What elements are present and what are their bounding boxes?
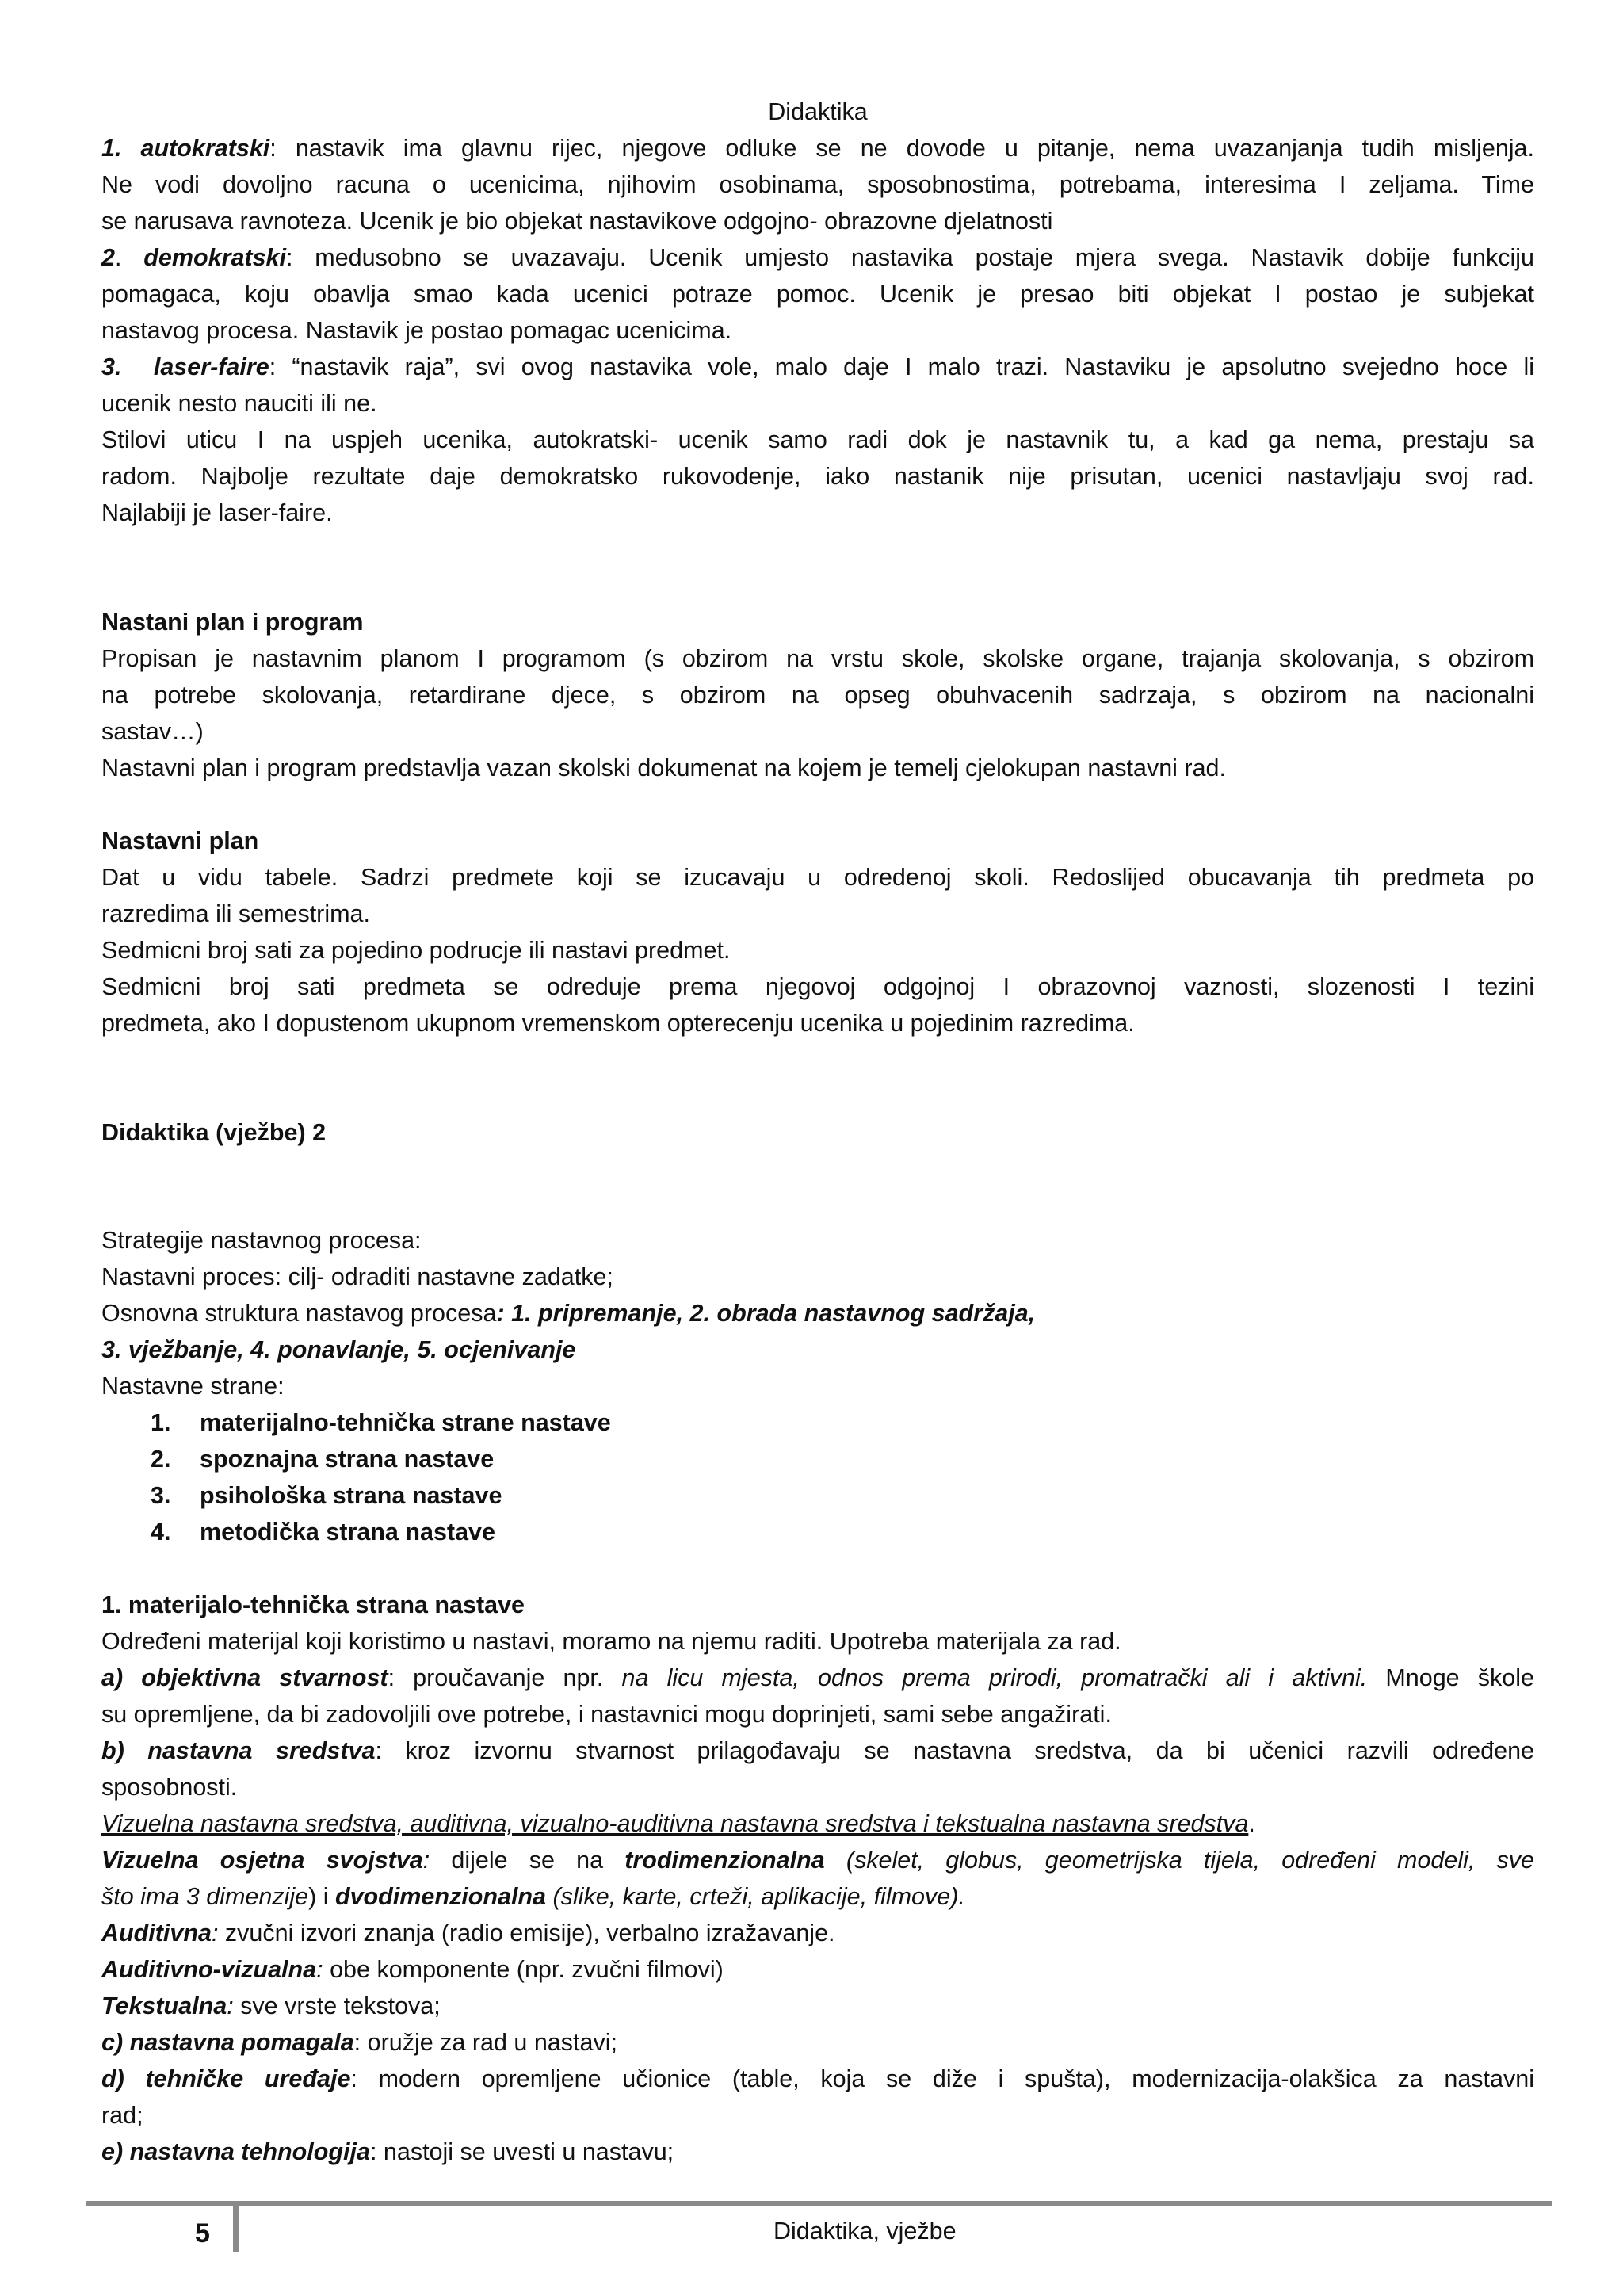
style-autokratski-line-1: 1. autokratski: nastavik ima glavnu rijec, njegove odluke se ne dovode u pitanje, nema uvazanjanja tudih misljenja. [101,135,1534,162]
footer-title: Didaktika, vježbe [773,2218,957,2244]
materijalno-d-line-2: rad; [101,2102,143,2129]
style-demokratski-line-3: nastavog procesa. Nastavik je postao pomagac ucenicima. [101,317,732,344]
materijalno-a-line-2: su opremljene, da bi zadovoljili ove potrebe, i nastavnici mogu doprinjeti, sami sebe angažirati. [101,1701,1112,1728]
materijalno-b-line-2: sposobnosti. [101,1774,238,1801]
footer-rule [86,2201,1552,2206]
vizuelna-line-2: što ima 3 dimenzije) i dvodimenzionalna (slike, karte, crteži, aplikacije, filmove). [101,1883,965,1910]
nastavni-plan-heading: Nastavni plan [101,827,259,854]
materijalno-heading: 1. materijalo-tehnička strana nastave [101,1591,525,1618]
page-content [101,94,1534,2170]
materijalno-underline: Vizuelna nastavna sredstva, auditivna, vizualno-auditivna nastavna sredstva i tekstualna nastavna sredstva. [101,1810,1255,1837]
materijalno-d-line-1: d) tehničke uređaje: modern opremljene učionice (table, koja se diže i spušta), modernizacija-olakšica za nastavni [101,2065,1534,2092]
materijalno-a-line-1: a) objektivna stvarnost: proučavanje npr. na licu mjesta, odnos prema prirodi, promatrački ali i aktivni. Mnoge škole [101,1664,1534,1691]
plan-program-line-4: Nastavni plan i program predstavlja vazan skolski dokumenat na kojem je temelj cjelokupan nastavni rad. [101,755,1226,781]
materijalno-intro: Određeni materijal koji koristimo u nastavi, moramo na njemu raditi. Upotreba materijala za rad. [101,1628,1121,1655]
materijalno-e-line: e) nastavna tehnologija: nastoji se uvesti u nastavu; [101,2138,674,2165]
strane-label: Nastavne strane: [101,1373,285,1400]
auditivna-line: Auditivna: zvučni izvori znanja (radio emisije), verbalno izražavanje. [101,1920,835,1946]
materijalno-c-line: c) nastavna pomagala: oružje za rad u nastavi; [101,2029,617,2056]
plan-program-heading: Nastani plan i program [101,609,364,636]
plan-program-line-3: sastav…) [101,718,204,745]
plan-program-line-2: na potrebe skolovanja, retardirane djece, s obzirom na opseg obuhvacenih sadrzaja, s obzirom na nacionalni [101,682,1534,709]
list-item: 1. materijalno-tehnička strane nastave [151,1409,611,1436]
style-demokratski-line-1: 2. demokratski: medusobno se uvazavaju. Ucenik umjesto nastavika postaje mjera svega. Nastavik dobije funkciju [101,244,1534,271]
nastavni-plan-line-3: Sedmicni broj sati za pojedino podrucje ili nastavi predmet. [101,937,731,964]
list-item: 2. spoznajna strana nastave [151,1446,495,1473]
footer-divider [233,2206,239,2252]
page-header: Didaktika [768,98,868,125]
style-autokratski-line-3: se narusava ravnoteza. Ucenik je bio objekat nastavikove odgojno- obrazovne djelatnosti [101,208,1053,235]
nastavni-plan-line-2: razredima ili semestrima. [101,900,370,927]
struktura-line-1: Osnovna struktura nastavog procesa: 1. pripremanje, 2. obrada nastavnog sadržaja, [101,1300,1036,1327]
vizuelna-line-1: Vizuelna osjetna svojstva: dijele se na trodimenzionalna (skelet, globus, geometrijska tijela, određeni modeli, sve [101,1847,1534,1874]
materijalno-b-line-1: b) nastavna sredstva: kroz izvornu stvarnost prilagođavaju se nastavna sredstva, da bi učenici razvili određene [101,1737,1535,1764]
nastavni-plan-line-1: Dat u vidu tabele. Sadrzi predmete koji se izucavaju u odredenoj skoli. Redoslijed obucavanja tih predmeta po [101,864,1534,891]
nastavni-plan-line-4: Sedmicni broj sati predmeta se odreduje prema njegovoj odgojnoj I obrazovnoj vaznosti, slozenosti I tezini [101,973,1534,1000]
style-demokratski-line-2: pomagaca, koju obavlja smao kada ucenici potraze pomoc. Ucenik je presao biti objekat I postao je subjekat [101,281,1534,308]
strane-list [101,1404,1534,1550]
list-item: 3. psihološka strana nastave [151,1482,502,1509]
strategije-line: Strategije nastavnog procesa: [101,1227,422,1254]
plan-program-line-1: Propisan je nastavnim planom I programom (s obzirom na vrstu skole, skolske organe, trajanja skolovanja, s obzirom [101,645,1534,672]
page-number: 5 [195,2218,210,2248]
style-laser-line-1: 3. laser-faire: “nastavik raja”, svi ovog nastavika vole, malo daje I malo trazi. Nastaviku je apsolutno svejedno hoce li [101,353,1534,380]
style-autokratski-line-2: Ne vodi dovoljno racuna o ucenicima, njihovim osobinama, sposobnostima, potrebama, interesima I zeljama. Time [101,171,1534,198]
auditivno-vizualna-line: Auditivno-vizualna: obe komponente (npr. zvučni filmovi) [101,1956,724,1983]
nastavni-plan-line-5: predmeta, ako I dopustenom ukupnom vremenskom opterecenju ucenika u pojedinim razredima. [101,1010,1135,1037]
struktura-line-2: 3. vježbanje, 4. ponavlanje, 5. ocjenivanje [101,1336,576,1363]
list-item: 4. metodička strana nastave [151,1519,495,1545]
style-laser-line-2: ucenik nesto nauciti ili ne. [101,390,377,417]
styles-summary-line-3: Najlabiji je laser-faire. [101,499,333,526]
styles-summary-line-2: radom. Najbolje rezultate daje demokratsko rukovodenje, iako nastanik nije prisutan, ucenici nastavljaju svoj rad. [101,463,1534,490]
styles-summary-line-1: Stilovi uticu I na uspjeh ucenika, autokratski- ucenik samo radi dok je nastavnik tu, a kad ga nema, prestaju sa [101,426,1534,453]
tekstualna-line: Tekstualna: sve vrste tekstova; [101,1992,441,2019]
vjezbe-heading: Didaktika (vježbe) 2 [101,1119,327,1146]
proces-line: Nastavni proces: cilj- odraditi nastavne zadatke; [101,1263,613,1290]
